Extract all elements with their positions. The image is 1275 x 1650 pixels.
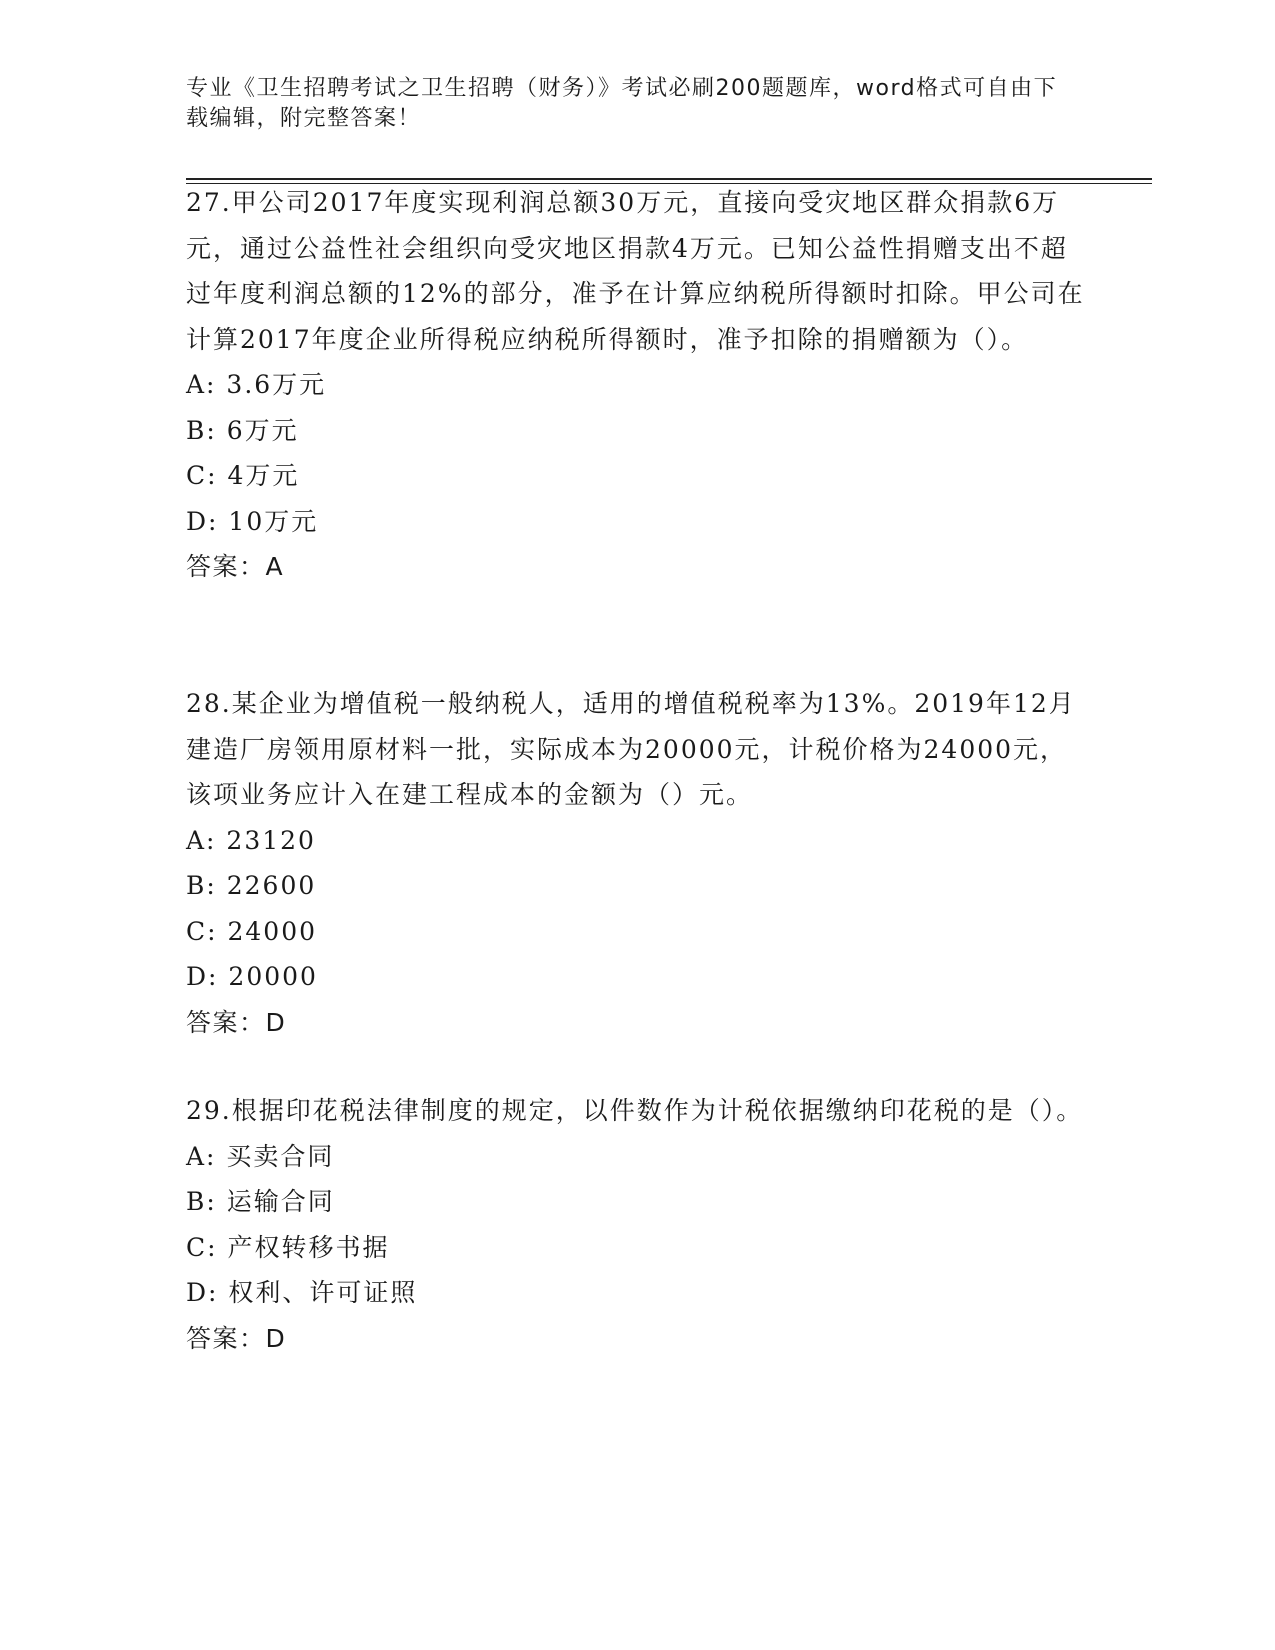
- option-b: B: 22600: [186, 871, 317, 900]
- option-a: A: 买卖合同: [186, 1141, 335, 1171]
- question-stem: 28.某企业为增值税一般纳税人，适用的增值税税率为13%。2019年12月建造厂房领用原材料一批，实际成本为20000元，计税价格为24000元，该项业务应计入在建工程成本的金额为（）元。: [186, 689, 1076, 809]
- question-27: [186, 180, 1086, 590]
- option-d: D: 10万元: [186, 506, 319, 536]
- answer: 答案：D: [186, 1007, 287, 1037]
- question-stem: 27.甲公司2017年度实现利润总额30万元，直接向受灾地区群众捐款6万元，通过公益性社会组织向受灾地区捐款4万元。已知公益性捐赠支出不超过年度利润总额的12%的部分，准予在计算应纳税所得额时扣除。甲公司在计算2017年度企业所得税应纳税所得额时，准予扣除的捐赠额为（）。: [186, 188, 1085, 354]
- question-stem: 29.根据印花税法律制度的规定，以件数作为计税依据缴纳印花税的是（）。: [186, 1096, 1084, 1125]
- option-b: B: 运输合同: [186, 1187, 335, 1216]
- answer: 答案：D: [186, 1323, 287, 1353]
- option-c: C: 产权转移书据: [186, 1232, 390, 1262]
- question-28: [186, 681, 1086, 1045]
- document-header: 专业《卫生招聘考试之卫生招聘（财务）》考试必刷200题题库，word格式可自由下载编辑，附完整答案！: [186, 76, 1058, 131]
- option-b: B: 6万元: [186, 415, 299, 445]
- answer: 答案：A: [186, 552, 285, 581]
- question-29: [186, 1088, 1086, 1361]
- option-d: D: 20000: [186, 962, 318, 991]
- option-d: D: 权利、许可证照: [186, 1278, 418, 1307]
- option-a: A: 3.6万元: [186, 370, 327, 399]
- option-c: C: 4万元: [186, 461, 300, 490]
- option-a: A: 23120: [186, 825, 316, 855]
- option-c: C: 24000: [186, 916, 318, 946]
